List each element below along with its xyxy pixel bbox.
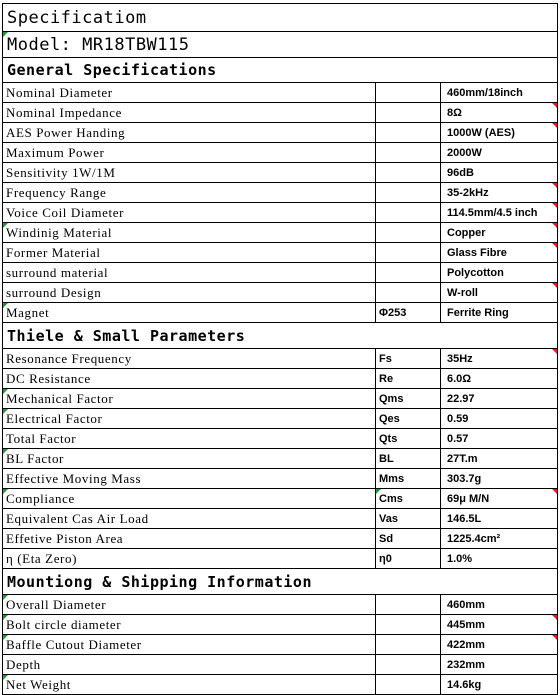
param-symbol[interactable] [376,263,441,282]
param-symbol[interactable] [376,655,441,674]
title-row [3,4,558,32]
param-symbol[interactable]: Φ253 [376,303,441,322]
table-row [3,595,558,615]
param-symbol[interactable]: Sd [376,529,441,548]
param-symbol[interactable] [376,635,441,654]
param-value[interactable]: 303.7g [441,469,558,488]
section-header-general [3,58,558,83]
param-label[interactable]: surround Design [3,283,376,302]
param-value[interactable]: 35Hz [441,349,558,368]
param-value[interactable]: 422mm [441,635,558,654]
param-symbol[interactable]: Qes [376,409,441,428]
table-row [3,283,558,303]
param-label[interactable]: Overall Diameter [3,595,376,614]
param-symbol[interactable]: Vas [376,509,441,528]
param-label[interactable]: Depth [3,655,376,674]
table-row [3,103,558,123]
table-row [3,509,558,529]
table-row [3,183,558,203]
param-symbol[interactable] [376,103,441,122]
param-label[interactable]: Nominal Diameter [3,83,376,102]
table-row [3,203,558,223]
param-symbol[interactable]: Fs [376,349,441,368]
table-row [3,369,558,389]
param-value[interactable]: 146.5L [441,509,558,528]
param-value[interactable]: 1225.4cm² [441,529,558,548]
param-label[interactable]: Net Weight [3,675,376,694]
param-symbol[interactable] [376,183,441,202]
section-header-mounting [3,569,558,595]
param-label[interactable]: Former Material [3,243,376,262]
param-label[interactable]: DC Resistance [3,369,376,388]
table-row [3,449,558,469]
table-row [3,163,558,183]
param-label[interactable]: η (Eta Zero) [3,549,376,568]
param-value[interactable]: 460mm [441,595,558,614]
param-label[interactable]: Sensitivity 1W/1M [3,163,376,182]
param-value[interactable]: 460mm/18inch [441,83,558,102]
model-row [3,32,558,58]
param-value[interactable]: 1000W (AES) [441,123,558,142]
param-value[interactable]: 6.0Ω [441,369,558,388]
spec-sheet-table [2,3,558,695]
param-label[interactable]: Frequency Range [3,183,376,202]
table-row [3,615,558,635]
param-symbol[interactable] [376,675,441,694]
param-symbol[interactable] [376,595,441,614]
param-value[interactable]: 445mm [441,615,558,634]
section-header-thiele [3,323,558,349]
param-label[interactable]: Mechanical Factor [3,389,376,408]
param-label[interactable]: Electrical Factor [3,409,376,428]
table-row [3,675,558,695]
param-label[interactable]: Equivalent Cas Air Load [3,509,376,528]
param-value[interactable]: 114.5mm/4.5 inch [441,203,558,222]
table-row [3,529,558,549]
param-label[interactable]: Effetive Piston Area [3,529,376,548]
param-label[interactable]: AES Power Handing [3,123,376,142]
param-value[interactable]: 69μ M/N [441,489,558,508]
param-value[interactable]: 35-2kHz [441,183,558,202]
param-symbol[interactable] [376,163,441,182]
param-label[interactable]: Resonance Frequency [3,349,376,368]
param-value[interactable]: 96dB [441,163,558,182]
table-row [3,655,558,675]
param-symbol[interactable]: η0 [376,549,441,568]
table-row [3,303,558,323]
param-value[interactable]: Copper [441,223,558,242]
table-row [3,635,558,655]
param-label[interactable]: Bolt circle diameter [3,615,376,634]
param-label[interactable]: BL Factor [3,449,376,468]
table-row [3,489,558,509]
table-row [3,389,558,409]
param-value[interactable]: Polycotton [441,263,558,282]
param-symbol[interactable] [376,243,441,262]
param-symbol[interactable]: Mms [376,469,441,488]
param-symbol[interactable]: Qts [376,429,441,448]
param-value[interactable]: 22.97 [441,389,558,408]
table-row [3,243,558,263]
param-symbol[interactable]: Cms [376,489,441,508]
param-label[interactable]: Maximum Power [3,143,376,162]
section-heading-general[interactable]: General Specifications [3,58,558,82]
table-row [3,223,558,243]
model-name[interactable]: Model: MR18TBW115 [3,32,558,57]
param-symbol[interactable] [376,83,441,102]
param-value[interactable]: 1.0% [441,549,558,568]
param-value[interactable]: 0.57 [441,429,558,448]
param-symbol[interactable] [376,143,441,162]
param-value[interactable]: 14.6kg [441,675,558,694]
param-symbol[interactable] [376,223,441,242]
param-symbol[interactable]: Re [376,369,441,388]
table-row [3,83,558,103]
param-label[interactable]: Magnet [3,303,376,322]
table-row [3,469,558,489]
param-symbol[interactable] [376,615,441,634]
param-symbol[interactable] [376,283,441,302]
param-label[interactable]: Voice Coil Diameter [3,203,376,222]
table-row [3,549,558,569]
param-label[interactable]: surround material [3,263,376,282]
param-label[interactable]: Windinig Material [3,223,376,242]
table-row [3,429,558,449]
param-label[interactable]: Effective Moving Mass [3,469,376,488]
param-label[interactable]: Baffle Cutout Diameter [3,635,376,654]
param-symbol[interactable] [376,203,441,222]
table-row [3,409,558,429]
table-row [3,349,558,369]
table-row [3,123,558,143]
param-value[interactable]: 27T.m [441,449,558,468]
param-value[interactable]: W-roll [441,283,558,302]
section-heading-thiele[interactable]: Thiele & Small Parameters [3,323,558,348]
param-value[interactable]: 0.59 [441,409,558,428]
section-heading-mounting[interactable]: Mountiong & Shipping Information [3,569,558,594]
param-label[interactable]: Total Factor [3,429,376,448]
param-value[interactable]: 2000W [441,143,558,162]
table-row [3,143,558,163]
param-value[interactable]: 232mm [441,655,558,674]
param-symbol[interactable]: BL [376,449,441,468]
table-row [3,263,558,283]
param-value[interactable]: Glass Fibre [441,243,558,262]
param-value[interactable]: Ferrite Ring [441,303,558,322]
param-symbol[interactable]: Qms [376,389,441,408]
param-label[interactable]: Compliance [3,489,376,508]
param-value[interactable]: 8Ω [441,103,558,122]
param-symbol[interactable] [376,123,441,142]
sheet-title[interactable]: Specificatiom [3,4,558,31]
param-label[interactable]: Nominal Impedance [3,103,376,122]
